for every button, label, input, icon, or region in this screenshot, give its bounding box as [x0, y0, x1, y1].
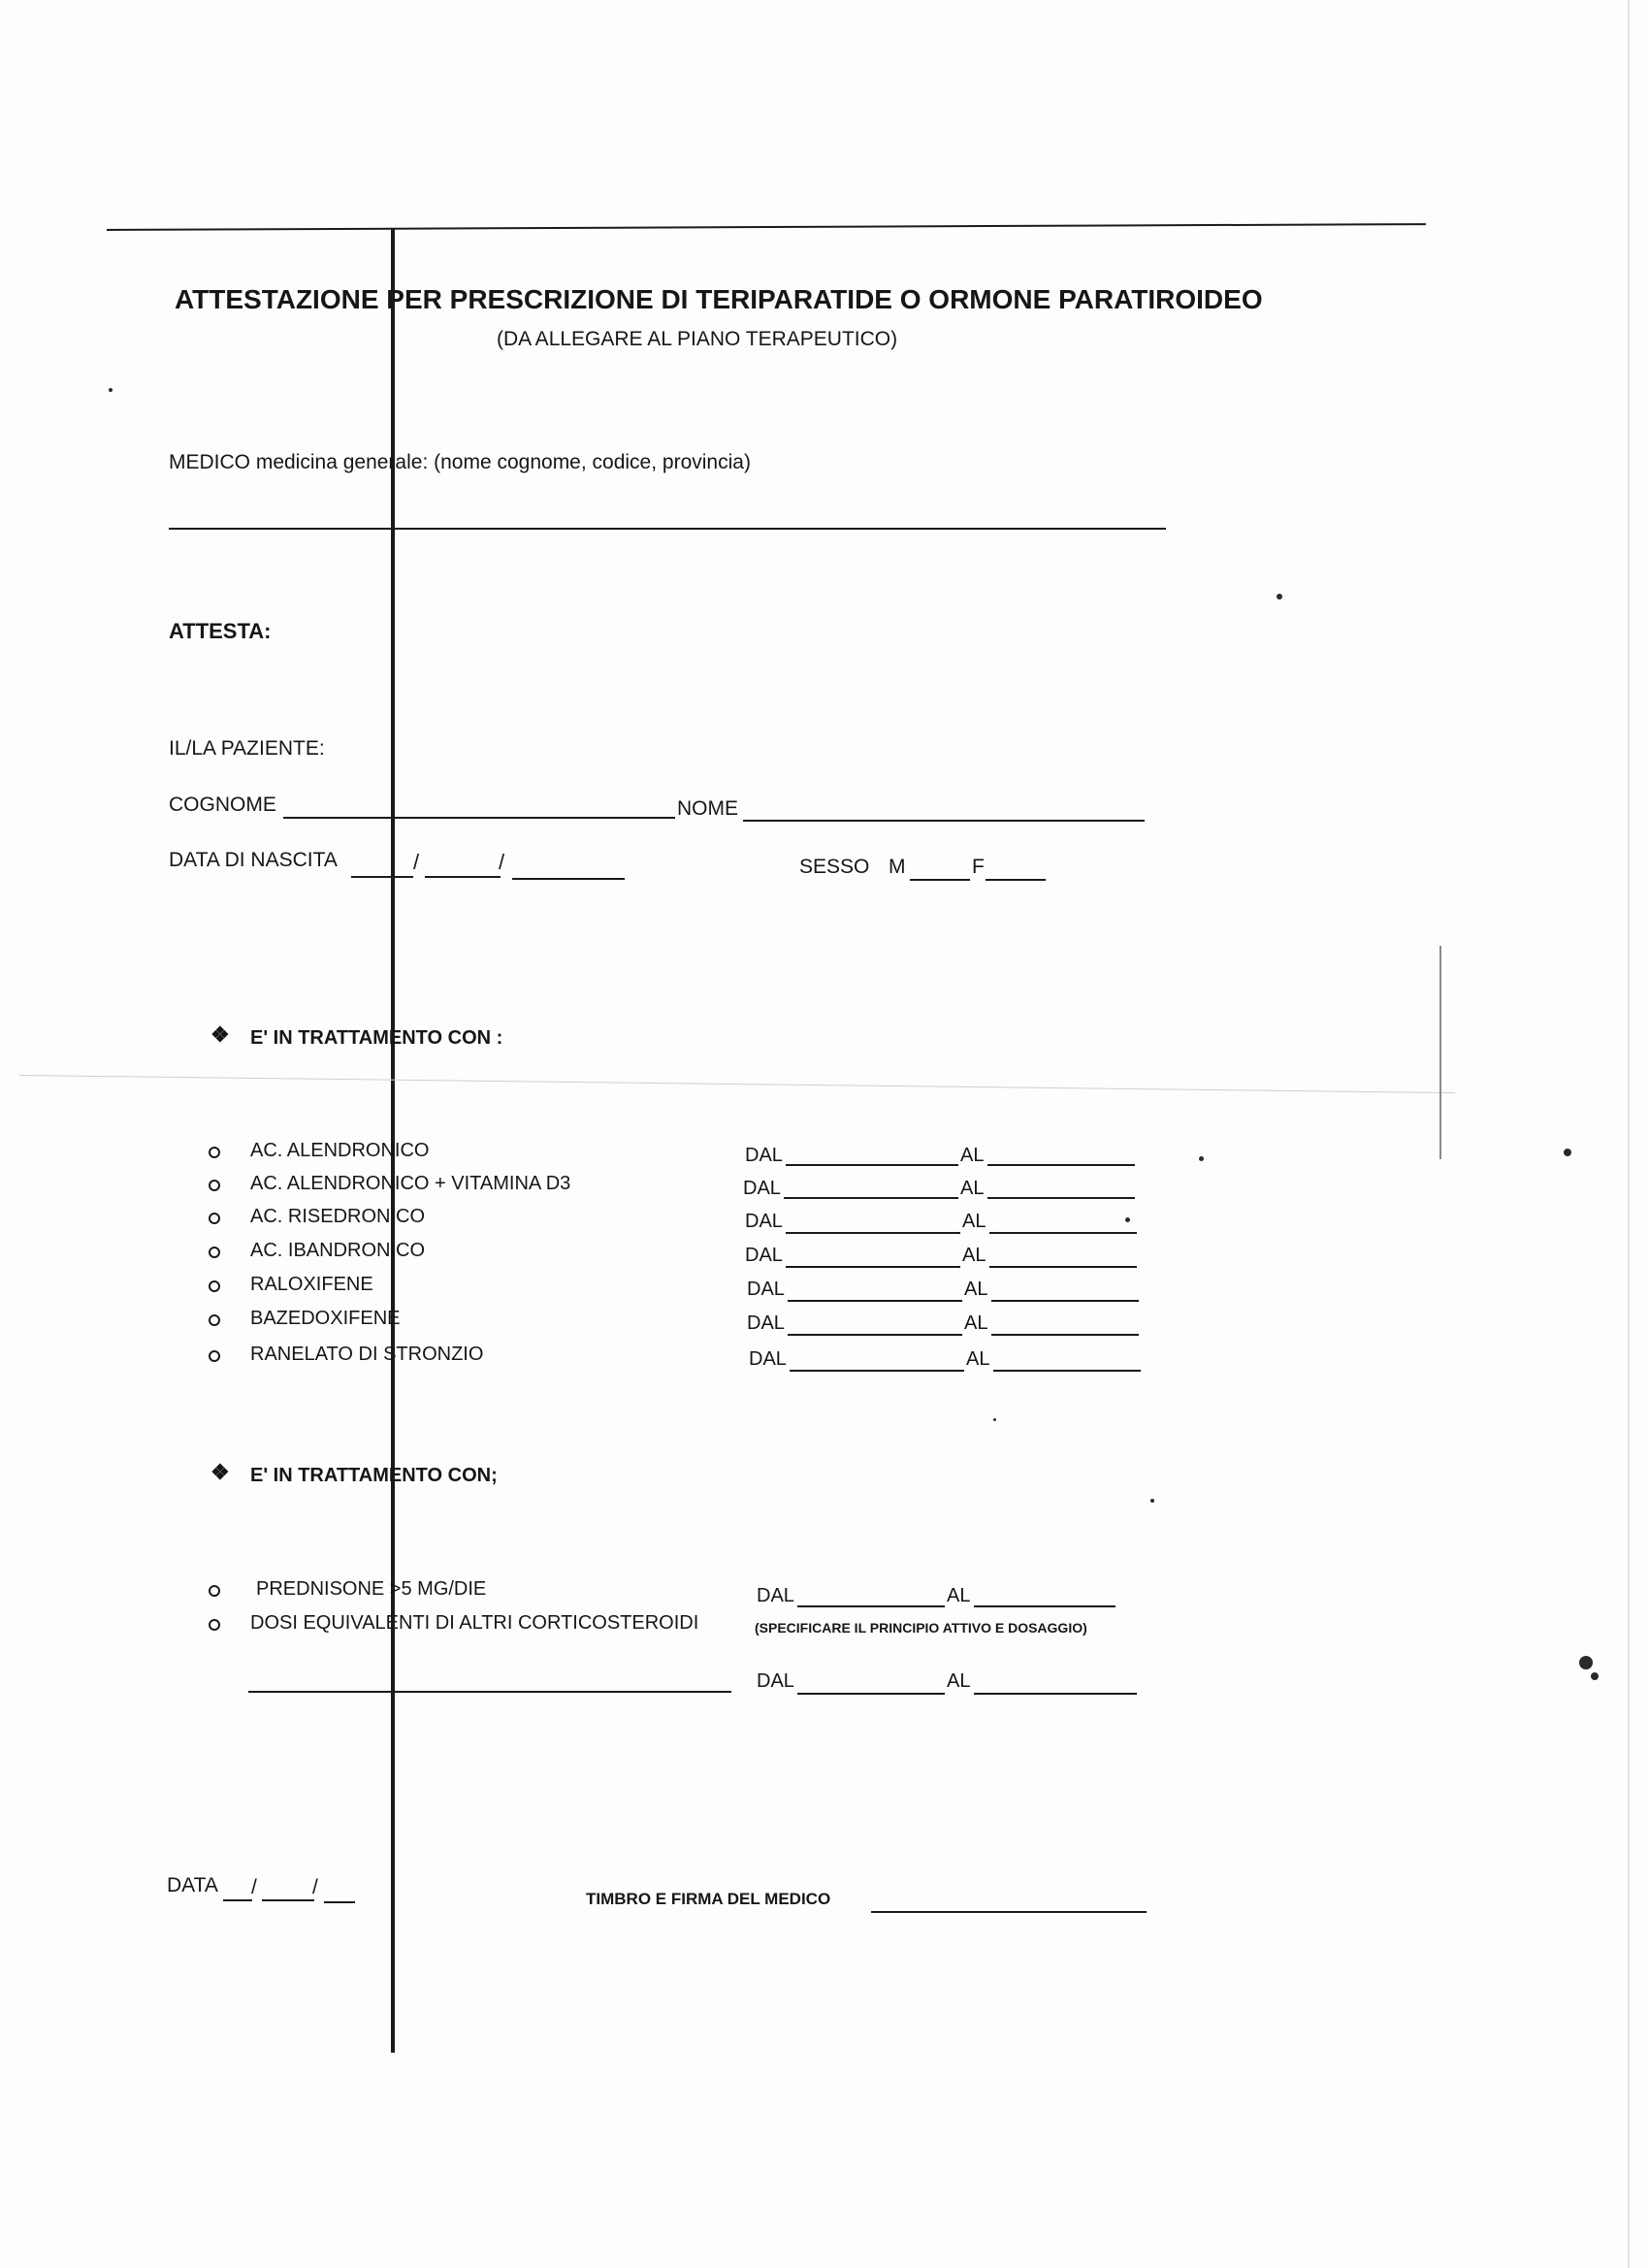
- scan-edge-mark: [1628, 0, 1630, 2268]
- to-label: AL: [966, 1348, 990, 1370]
- scan-speck: [1277, 594, 1282, 599]
- from-field-line[interactable]: [788, 1334, 962, 1336]
- to-label: AL: [962, 1211, 986, 1232]
- birthdate-year-line[interactable]: [512, 878, 625, 880]
- to-label: AL: [964, 1279, 988, 1300]
- treatment-item: BAZEDOXIFENE: [250, 1308, 401, 1329]
- top-rule: [107, 223, 1426, 231]
- birthdate-separator: /: [499, 850, 505, 874]
- scan-speck: [993, 1418, 996, 1421]
- date-month-line[interactable]: [262, 1899, 314, 1901]
- scan-speck: [1564, 1149, 1571, 1156]
- date-separator: /: [251, 1876, 257, 1898]
- surname-label: COGNOME: [169, 794, 276, 816]
- from-field-line[interactable]: [786, 1164, 958, 1166]
- specify-note: (SPECIFICARE IL PRINCIPIO ATTIVO E DOSAGGIO): [755, 1620, 1087, 1636]
- section1-label: E' IN TRATTAMENTO CON :: [250, 1027, 503, 1049]
- scan-speck: [1125, 1217, 1130, 1222]
- birthdate-label: DATA DI NASCITA: [169, 849, 338, 871]
- sex-f-label: F: [972, 856, 985, 878]
- other-corticosteroid-field-line[interactable]: [248, 1691, 731, 1693]
- doctor-field-line[interactable]: [169, 528, 1166, 530]
- scan-speck: [1150, 1499, 1154, 1503]
- list-bullet-icon: [209, 1180, 220, 1191]
- sex-f-field-line[interactable]: [986, 879, 1046, 881]
- name-label: NOME: [677, 797, 738, 820]
- from-field-line[interactable]: [797, 1693, 945, 1695]
- date-day-line[interactable]: [223, 1899, 252, 1901]
- to-label: AL: [947, 1585, 971, 1606]
- from-label: DAL: [749, 1348, 787, 1370]
- list-bullet-icon: [209, 1147, 220, 1158]
- from-field-line[interactable]: [784, 1197, 958, 1199]
- treatment-item: AC. ALENDRONICO: [250, 1140, 430, 1161]
- to-field-line[interactable]: [989, 1232, 1137, 1234]
- signature-field-line[interactable]: [871, 1911, 1147, 1913]
- treatment-item: AC. RISEDRONICO: [250, 1206, 426, 1227]
- scan-speck: [1199, 1156, 1204, 1161]
- from-label: DAL: [745, 1211, 783, 1232]
- section-bullet-icon: ❖: [210, 1460, 230, 1484]
- list-bullet-icon: [209, 1247, 220, 1258]
- attesta-label: ATTESTA:: [169, 619, 272, 643]
- to-label: AL: [947, 1670, 971, 1692]
- from-field-line[interactable]: [790, 1370, 964, 1372]
- name-field-line[interactable]: [743, 820, 1145, 822]
- signature-label: TIMBRO E FIRMA DEL MEDICO: [586, 1890, 831, 1908]
- date-label: DATA: [167, 1874, 218, 1896]
- scan-speck: [1591, 1672, 1599, 1680]
- list-bullet-icon: [209, 1280, 220, 1292]
- treatment-item: AC. IBANDRONICO: [250, 1240, 426, 1261]
- list-bullet-icon: [209, 1619, 220, 1631]
- list-bullet-icon: [209, 1314, 220, 1326]
- to-field-line[interactable]: [993, 1370, 1141, 1372]
- from-field-line[interactable]: [786, 1266, 960, 1268]
- to-field-line[interactable]: [987, 1164, 1135, 1166]
- treatment-item: DOSI EQUIVALENTI DI ALTRI CORTICOSTEROIDI: [250, 1612, 699, 1634]
- list-bullet-icon: [209, 1350, 220, 1362]
- treatment-item: PREDNISONE >5 MG/DIE: [256, 1578, 487, 1600]
- birthdate-day-line[interactable]: [351, 876, 413, 878]
- to-label: AL: [964, 1312, 988, 1334]
- form-subtitle: (DA ALLEGARE AL PIANO TERAPEUTICO): [497, 328, 898, 350]
- sex-m-field-line[interactable]: [910, 879, 970, 881]
- from-label: DAL: [743, 1178, 781, 1199]
- from-label: DAL: [757, 1585, 794, 1606]
- from-label: DAL: [747, 1279, 785, 1300]
- from-field-line[interactable]: [786, 1232, 960, 1234]
- to-label: AL: [960, 1145, 985, 1166]
- from-label: DAL: [745, 1245, 783, 1266]
- scan-speck: [1579, 1656, 1593, 1669]
- birthdate-separator: /: [413, 850, 420, 874]
- from-label: DAL: [757, 1670, 794, 1692]
- from-label: DAL: [745, 1145, 783, 1166]
- scan-edge-mark: [1439, 946, 1441, 1159]
- to-field-line[interactable]: [991, 1300, 1139, 1302]
- list-bullet-icon: [209, 1585, 220, 1597]
- scan-speck: [109, 388, 113, 392]
- list-bullet-icon: [209, 1213, 220, 1224]
- to-label: AL: [962, 1245, 986, 1266]
- section-bullet-icon: ❖: [210, 1022, 230, 1047]
- doctor-label: MEDICO medicina generale: (nome cognome, codice, provincia): [169, 451, 751, 473]
- date-separator: /: [312, 1876, 318, 1898]
- section2-label: E' IN TRATTAMENTO CON;: [250, 1465, 498, 1486]
- sex-m-label: M: [889, 856, 906, 878]
- from-field-line[interactable]: [797, 1605, 945, 1607]
- date-year-line[interactable]: [324, 1901, 355, 1903]
- to-field-line[interactable]: [987, 1197, 1135, 1199]
- patient-label: IL/LA PAZIENTE:: [169, 737, 325, 760]
- to-field-line[interactable]: [991, 1334, 1139, 1336]
- treatment-item: RANELATO DI STRONZIO: [250, 1344, 484, 1365]
- to-field-line[interactable]: [989, 1266, 1137, 1268]
- treatment-item: RALOXIFENE: [250, 1274, 373, 1295]
- sex-label: SESSO: [799, 856, 870, 878]
- from-label: DAL: [747, 1312, 785, 1334]
- birthdate-month-line[interactable]: [425, 876, 501, 878]
- surname-field-line[interactable]: [283, 817, 675, 819]
- to-label: AL: [960, 1178, 985, 1199]
- treatment-item: AC. ALENDRONICO + VITAMINA D3: [250, 1173, 571, 1194]
- to-field-line[interactable]: [974, 1693, 1137, 1695]
- form-title: ATTESTAZIONE PER PRESCRIZIONE DI TERIPARATIDE O ORMONE PARATIROIDEO: [175, 284, 1263, 314]
- to-field-line[interactable]: [974, 1605, 1116, 1607]
- from-field-line[interactable]: [788, 1300, 962, 1302]
- fold-line: [19, 1075, 1455, 1093]
